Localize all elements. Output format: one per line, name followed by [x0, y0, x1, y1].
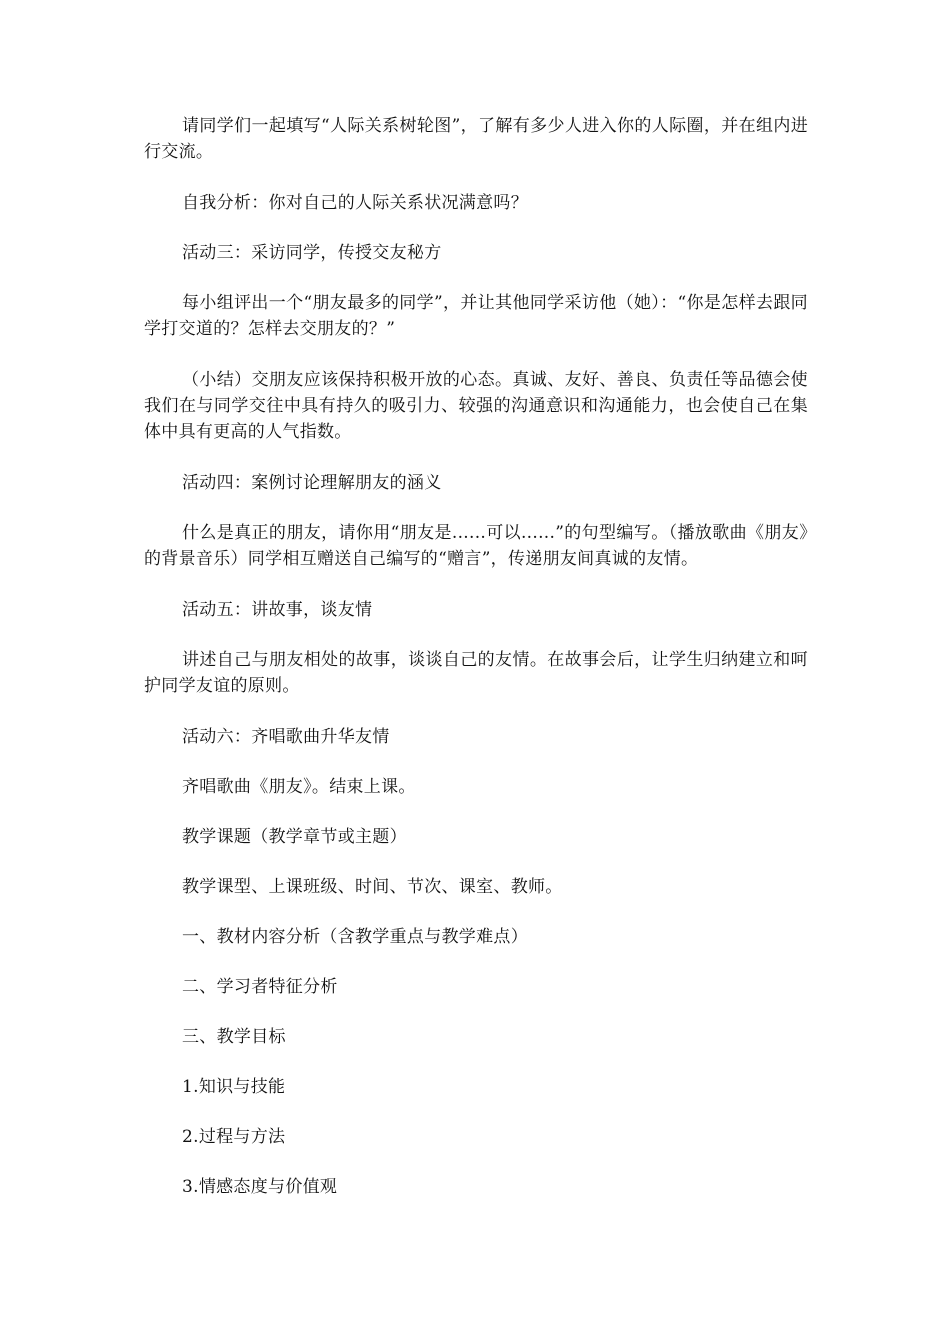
heading-lesson-topic: 教学课题（教学章节或主题） [182, 827, 407, 847]
paragraph-self-analysis: 自我分析：你对自己的人际关系状况满意吗？ [182, 193, 528, 213]
heading-activity-four: 活动四：案例讨论理解朋友的涵义 [182, 473, 442, 493]
list-item-knowledge-skills: 1.知识与技能 [182, 1077, 286, 1097]
list-item-attitude-values: 3.情感态度与价值观 [182, 1177, 338, 1197]
heading-activity-six: 活动六：齐唱歌曲升华友情 [182, 727, 390, 747]
heading-activity-three: 活动三：采访同学，传授交友秘方 [182, 243, 442, 263]
heading-section-one: 一、教材内容分析（含教学重点与教学难点） [182, 927, 528, 947]
heading-section-three: 三、教学目标 [182, 1027, 286, 1047]
document-page [144, 113, 808, 1224]
heading-activity-five: 活动五：讲故事，谈友情 [182, 600, 373, 620]
paragraph-summary: （小结）交朋友应该保持积极开放的心态。真诚、友好、善良、负责任等品德会使我们在与同学交往中具有持久的吸引力、较强的沟通意识和沟通能力，也会使自己在集体中具有更高的人气指数。 [144, 370, 808, 442]
paragraph-sing-song: 齐唱歌曲《朋友》。结束上课。 [182, 777, 416, 797]
heading-section-two: 二、学习者特征分析 [182, 977, 338, 997]
paragraph-fill-tree-chart: 请同学们一起填写“人际关系树轮图”，了解有多少人进入你的人际圈，并在组内进行交流。 [144, 116, 808, 162]
paragraph-story: 讲述自己与朋友相处的故事，谈谈自己的友情。在故事会后，让学生归纳建立和呵护同学友谊的原则。 [144, 650, 808, 696]
paragraph-true-friend: 什么是真正的朋友，请你用“朋友是......可以......”的句型编写。（播放歌曲《朋友》的背景音乐）同学相互赠送自己编写的“赠言”，传递朋友间真诚的友情。 [144, 523, 808, 569]
paragraph-lesson-type: 教学课型、上课班级、时间、节次、课室、教师。 [182, 877, 563, 897]
paragraph-interview: 每小组评出一个“朋友最多的同学”，并让其他同学采访他（她）：“你是怎样去跟同学打交道的？怎样去交朋友的？” [144, 293, 808, 339]
list-item-process-methods: 2.过程与方法 [182, 1127, 286, 1147]
